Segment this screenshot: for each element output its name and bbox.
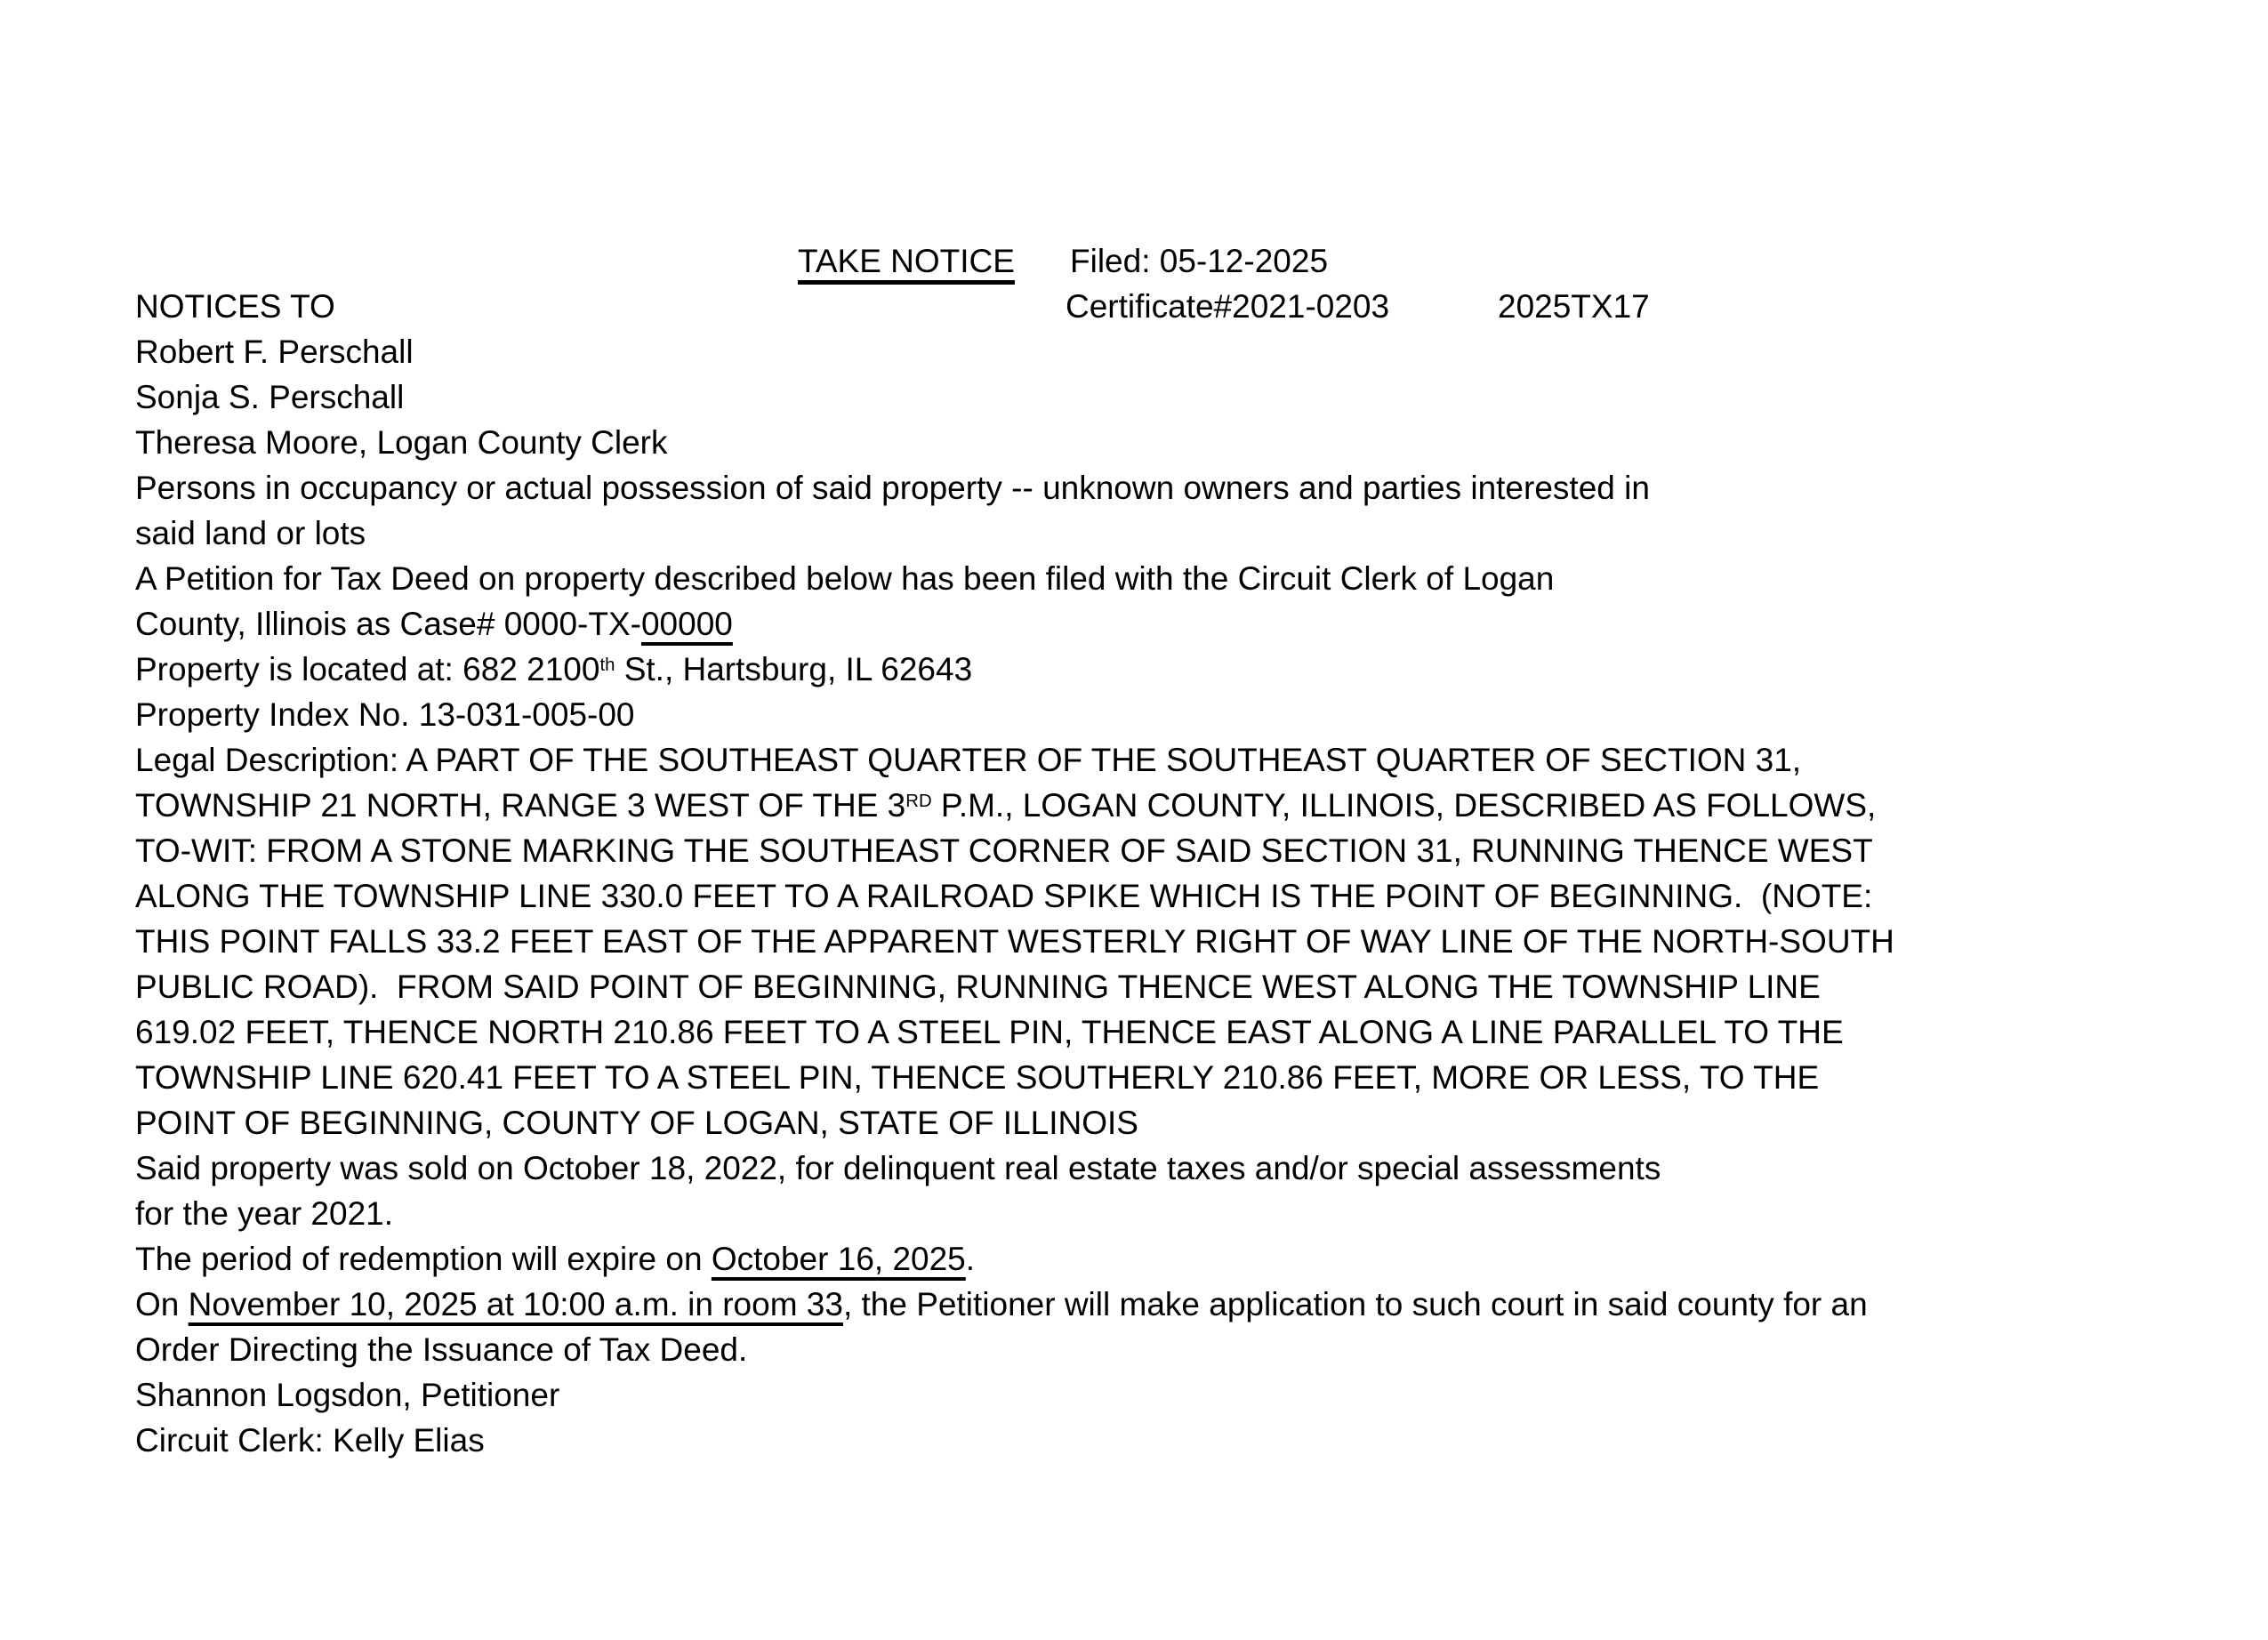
body-text: The period of redemption will expire on [135, 1241, 712, 1277]
redemption-date: October 16, 2025 [711, 1241, 966, 1277]
redemption-expiration-line [0, 1236, 2268, 1282]
document-body [0, 238, 2268, 1463]
body-text: said land or lots [135, 515, 366, 551]
addressee-name: Theresa Moore, Logan County Clerk [135, 424, 668, 461]
case-number-blank: 00000 [640, 606, 733, 642]
body-text: Order Directing the Issuance of Tax Deed. [135, 1331, 748, 1368]
addressee-name: Sonja S. Perschall [135, 379, 405, 415]
notices-to-line [0, 284, 2268, 329]
take-notice-title: TAKE NOTICE [798, 243, 1015, 279]
certificate-number: Certificate#2021-0203 [1066, 288, 1390, 325]
body-text: St., Hartsburg, IL 62643 [615, 651, 973, 687]
legal-description-line-6 [0, 964, 2268, 1009]
legal-description-line-1 [0, 737, 2268, 783]
sale-info-line-2 [0, 1191, 2268, 1236]
legal-description-text: POINT OF BEGINNING, COUNTY OF LOGAN, STATE OF ILLINOIS [135, 1105, 1138, 1141]
legal-description-text: THIS POINT FALLS 33.2 FEET EAST OF THE APPARENT WESTERLY RIGHT OF WAY LINE OF THE NORTH-SOUTH [135, 923, 1894, 960]
body-text: for the year 2021. [135, 1195, 394, 1232]
legal-description-text: PUBLIC ROAD). FROM SAID POINT OF BEGINNING, RUNNING THENCE WEST ALONG THE TOWNSHIP LINE [135, 969, 1821, 1005]
legal-description-line-5 [0, 919, 2268, 964]
occupancy-line-2 [0, 510, 2268, 556]
ordinal-suffix: th [599, 655, 615, 675]
legal-description-line-7 [0, 1009, 2268, 1055]
legal-description-line-8 [0, 1055, 2268, 1100]
petitioner-name: Shannon Logsdon, Petitioner [135, 1377, 560, 1413]
property-index-line [0, 692, 2268, 737]
case-code: 2025TX17 [1498, 288, 1650, 325]
addressee-line-1 [0, 329, 2268, 374]
petitioner-line [0, 1372, 2268, 1418]
legal-description-text: TOWNSHIP 21 NORTH, RANGE 3 WEST OF THE 3 [135, 787, 906, 824]
property-index-number: Property Index No. 13-031-005-00 [135, 696, 635, 733]
hearing-date: November 10, 2025 at 10:00 a.m. in room 33 [188, 1286, 843, 1322]
circuit-clerk-line [0, 1418, 2268, 1463]
legal-description-line-9 [0, 1100, 2268, 1146]
order-line [0, 1327, 2268, 1372]
ordinal-suffix: RD [905, 791, 932, 811]
property-address-line [0, 647, 2268, 692]
header-line [0, 238, 2268, 284]
legal-description-line-4 [0, 873, 2268, 919]
hearing-line [0, 1282, 2268, 1327]
addressee-name: Robert F. Perschall [135, 334, 414, 370]
case-number-line [0, 601, 2268, 647]
body-text: , the Petitioner will make application to such court in said county for an [842, 1286, 1868, 1322]
legal-description-text: ALONG THE TOWNSHIP LINE 330.0 FEET TO A RAILROAD SPIKE WHICH IS THE POINT OF BEGINNING. (NOTE: [135, 878, 1873, 914]
legal-description-line-3 [0, 828, 2268, 873]
addressee-line-3 [0, 420, 2268, 465]
petition-line [0, 556, 2268, 601]
body-text: Said property was sold on October 18, 2022, for delinquent real estate taxes and/or special assessments [135, 1150, 1661, 1186]
filed-date: Filed: 05-12-2025 [1070, 243, 1329, 279]
circuit-clerk-name: Circuit Clerk: Kelly Elias [135, 1422, 485, 1459]
body-text: A Petition for Tax Deed on property described below has been filed with the Circuit Clerk of Logan [135, 560, 1555, 597]
addressee-line-2 [0, 374, 2268, 420]
legal-description-line-2 [0, 783, 2268, 828]
body-text: On [135, 1286, 189, 1322]
legal-description-text: Legal Description: A PART OF THE SOUTHEAST QUARTER OF THE SOUTHEAST QUARTER OF SECTION 31, [135, 742, 1802, 778]
legal-description-text: 619.02 FEET, THENCE NORTH 210.86 FEET TO A STEEL PIN, THENCE EAST ALONG A LINE PARALLEL TO THE [135, 1014, 1844, 1050]
legal-description-text: TO-WIT: FROM A STONE MARKING THE SOUTHEAST CORNER OF SAID SECTION 31, RUNNING THENCE WEST [135, 832, 1873, 869]
occupancy-line-1 [0, 465, 2268, 510]
notices-to-label: NOTICES TO [135, 288, 335, 325]
body-text: Property is located at: 682 2100 [135, 651, 600, 687]
body-text: County, Illinois as Case# 0000-TX- [135, 606, 641, 642]
body-text: . [965, 1241, 976, 1277]
body-text: Persons in occupancy or actual possession of said property -- unknown owners and parties interested in [135, 470, 1650, 506]
legal-description-text: P.M., LOGAN COUNTY, ILLINOIS, DESCRIBED AS FOLLOWS, [931, 787, 1877, 824]
legal-description-text: TOWNSHIP LINE 620.41 FEET TO A STEEL PIN, THENCE SOUTHERLY 210.86 FEET, MORE OR LESS, TO THE [135, 1059, 1820, 1096]
sale-info-line-1 [0, 1146, 2268, 1191]
